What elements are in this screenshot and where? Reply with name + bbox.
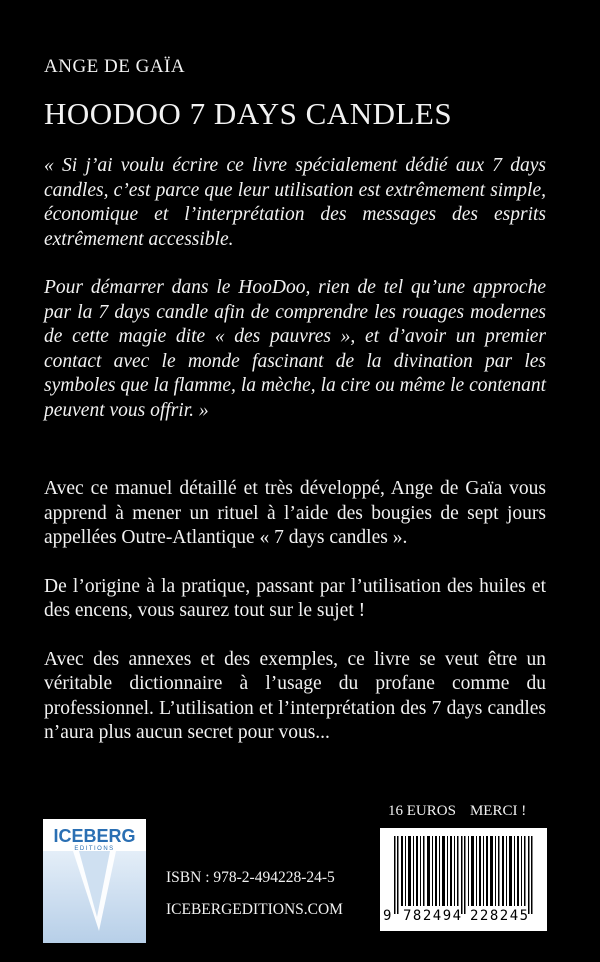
publisher-logo [43, 819, 146, 943]
barcode-right-group: 228245 [470, 908, 530, 924]
quote-paragraph: « Si j’ai voulu écrire ce livre spécialement dédié aux 7 days candles, c’est parce que leur utilisation est extrêmement simple, économique et l’interprétation des messages des esprits extrêmement accessible. [44, 155, 546, 250]
price-line [388, 803, 526, 820]
iceberg-logo-graphic [43, 819, 146, 943]
author-name: ANGE DE GAÏA [44, 56, 186, 77]
logo-name: ICEBERG [53, 826, 136, 846]
price: 16 EUROS [388, 803, 456, 819]
body-paragraph: De l’origine à la pratique, passant par l’utilisation des huiles et des encens, vous saurez tout sur le sujet ! [44, 575, 546, 621]
body-paragraph: Avec ce manuel détaillé et très développé, Ange de Gaïa vous apprend à mener un rituel à l’aide des bougies de sept jours appellées Outre-Atlantique « 7 days candles ». [44, 478, 546, 548]
barcode-left-group: 782494 [403, 908, 463, 924]
barcode-first-digit: 9 [383, 908, 392, 924]
thanks: MERCI ! [469, 803, 527, 819]
blurb-quote [44, 154, 546, 447]
book-title: HOODOO 7 DAYS CANDLES [44, 96, 453, 131]
body-paragraph: Avec des annexes et des exemples, ce livre se veut être un véritable dictionnaire à l’usage du profane comme du professionnel. L’utilisation et l’interprétation des 7 days candles n’aura plus aucun secret pour vous... [44, 648, 546, 743]
barcode [380, 828, 547, 931]
isbn: ISBN : 978-2-494228-24-5 [166, 869, 335, 886]
quote-paragraph: Pour démarrer dans le HooDoo, rien de tel qu’une approche par la 7 days candle afin de comprendre les rouages modernes de cette magie dite « des pauvres », et d’avoir un premier contact avec le monde fascinant de la divination par les symboles que la flamme, la mèche, la cire ou même le contenant peuvent vous offrir. » [44, 277, 546, 421]
blurb-body [44, 477, 546, 770]
barcode-digits [380, 908, 547, 928]
website: ICEBERGEDITIONS.COM [166, 901, 343, 918]
logo-subtitle: EDITIONS [74, 846, 115, 852]
